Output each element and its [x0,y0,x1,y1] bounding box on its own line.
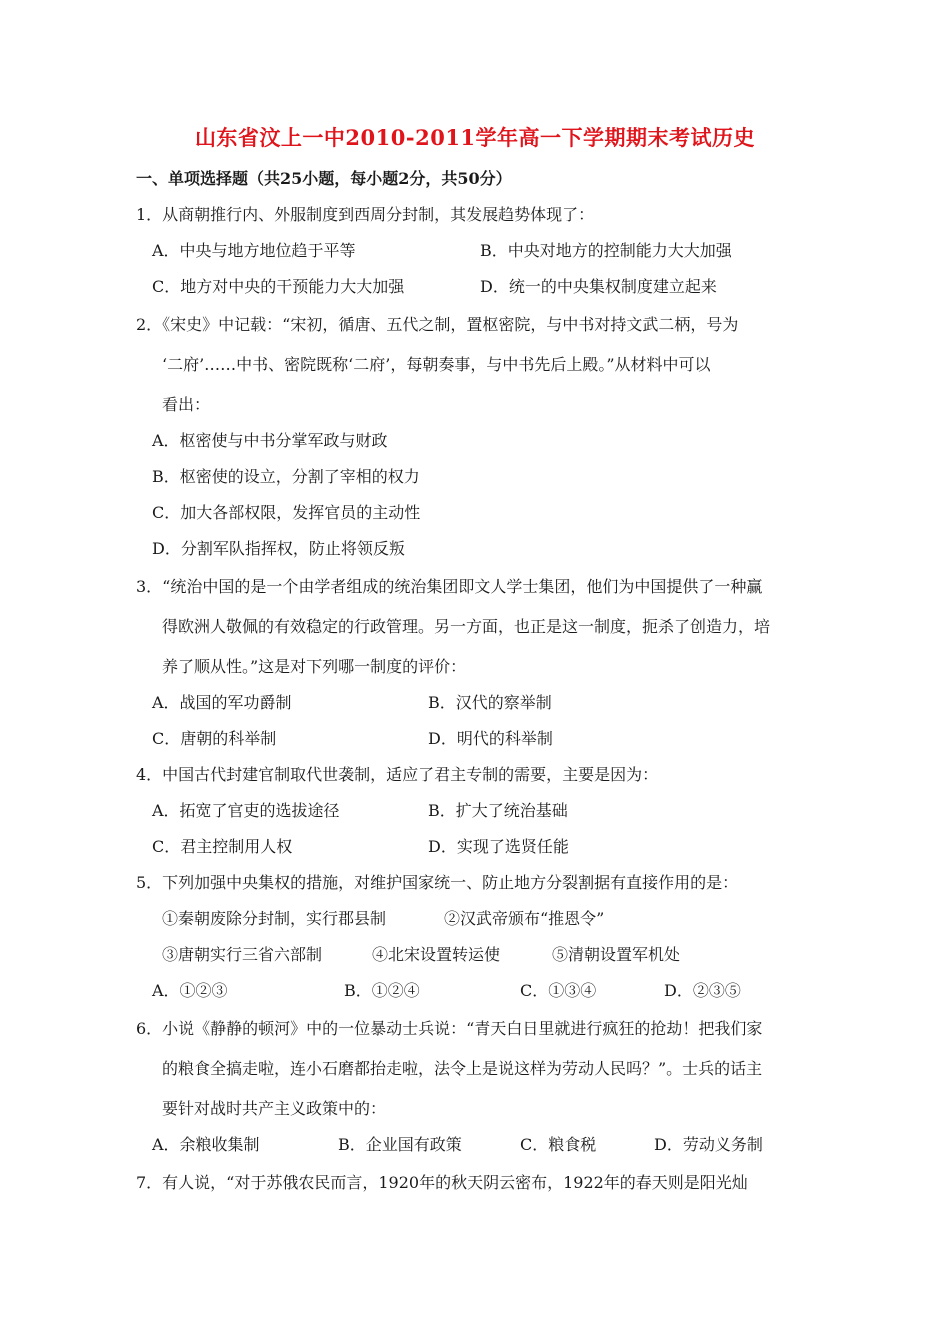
question-2-stem-line-3: 看出： [162,395,211,414]
question-7-stem-line-1: 7．有人说，“对于苏俄农民而言，1920年的秋天阴云密布，1922年的春天则是阳光灿 [136,1173,748,1192]
question-1-option-b: B．中央对地方的控制能力大大加强 [480,241,732,260]
question-1-option-d: D．统一的中央集权制度建立起来 [480,277,717,296]
question-5-item-5: ⑤清朝设置军机处 [552,945,681,964]
question-5-item-4: ④北宋设置转运使 [372,945,501,964]
question-1-option-a: A．中央与地方地位趋于平等 [152,241,356,260]
question-2-stem-line-1: 2．《宋史》中记载：“宋初，循唐、五代之制，置枢密院，与中书对持文武二柄，号为 [136,315,739,334]
question-2-option-b: B．枢密使的设立，分割了宰相的权力 [152,467,420,486]
question-4-option-b: B．扩大了统治基础 [428,801,568,820]
question-5-option-c: C．①③④ [520,981,597,1000]
question-6-stem-line-3: 要针对战时共产主义政策中的： [162,1099,387,1118]
exam-title: 山东省汶上一中2010-2011学年高一下学期期末考试历史 [194,125,756,150]
question-2-option-d: D．分割军队指挥权，防止将领反叛 [152,539,405,558]
question-6-option-c: C．粮食税 [520,1135,597,1154]
question-5-item-3: ③唐朝实行三省六部制 [162,945,323,964]
question-3-option-b: B．汉代的察举制 [428,693,552,712]
section-heading: 一、单项选择题（共25小题，每小题2分，共50分） [136,169,512,188]
question-3-stem-line-3: 养了顺从性。”这是对下列哪一制度的评价： [162,657,467,676]
question-4-option-d: D．实现了选贤任能 [428,837,569,856]
question-3-option-d: D．明代的科举制 [428,729,553,748]
question-5-stem: 5．下列加强中央集权的措施，对维护国家统一、防止地方分裂割据有直接作用的是： [136,873,739,892]
question-5-option-a: A．①②③ [152,981,228,1000]
question-5-option-b: B．①②④ [344,981,420,1000]
question-5-item-2: ②汉武帝颁布“推恩令” [444,909,605,928]
question-6-option-b: B．企业国有政策 [338,1135,462,1154]
question-3-stem-line-2: 得欧洲人敬佩的有效稳定的行政管理。另一方面，也正是这一制度，扼杀了创造力，培 [162,617,771,636]
question-1-stem: 1．从商朝推行内、外服制度到西周分封制，其发展趋势体现了： [136,205,595,224]
question-2-stem-line-2: ‘二府’……中书、密院既称‘二府’，每朝奏事，与中书先后上殿。”从材料中可以 [162,355,711,374]
question-6-option-d: D．劳动义务制 [654,1135,763,1154]
question-3-option-a: A．战国的军功爵制 [152,693,292,712]
question-2-option-c: C．加大各部权限，发挥官员的主动性 [152,503,421,522]
question-4-option-a: A．拓宽了官吏的选拔途径 [152,801,340,820]
question-6-option-a: A．余粮收集制 [152,1135,260,1154]
question-5-option-d: D．②③⑤ [664,981,741,1000]
question-6-stem-line-2: 的粮食全搞走啦，连小石磨都抬走啦，法令上是说这样为劳动人民吗？”。士兵的话主 [162,1059,763,1078]
question-2-option-a: A．枢密使与中书分掌军政与财政 [152,431,388,450]
question-4-option-c: C．君主控制用人权 [152,837,293,856]
question-1-option-c: C．地方对中央的干预能力大大加强 [152,277,405,296]
question-3-stem-line-1: 3．“统治中国的是一个由学者组成的统治集团即文人学士集团，他们为中国提供了一种赢 [136,577,763,596]
question-3-option-c: C．唐朝的科举制 [152,729,277,748]
question-5-item-1: ①秦朝废除分封制，实行郡县制 [162,909,387,928]
question-6-stem-line-1: 6．小说《静静的顿河》中的一位暴动士兵说：“青天白日里就进行疯狂的抢劫！把我们家 [136,1019,763,1038]
question-4-stem: 4．中国古代封建官制取代世袭制，适应了君主专制的需要，主要是因为： [136,765,659,784]
